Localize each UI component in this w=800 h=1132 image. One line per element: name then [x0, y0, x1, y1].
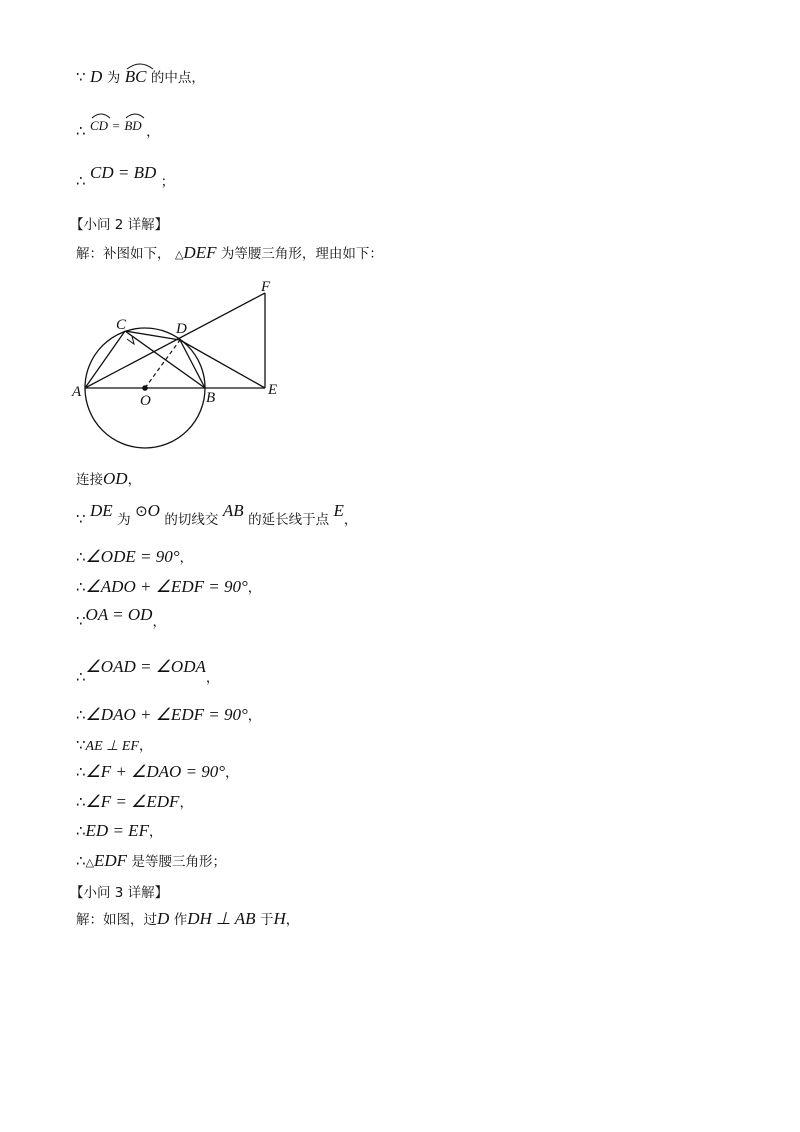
center-point-o	[142, 385, 148, 391]
math-expr: ∠OAD = ∠ODA	[85, 657, 206, 676]
semicolon: ；	[160, 174, 175, 190]
line-connect-od	[76, 468, 141, 489]
because-symbol: ∵	[76, 612, 86, 630]
geometry-figure	[70, 278, 300, 458]
text-solution-intro: 解：如图，过	[76, 912, 157, 928]
therefore-symbol: ∴	[76, 793, 86, 811]
math-expr: ∠F = ∠EDF	[85, 792, 180, 811]
line-ac	[85, 331, 125, 388]
arc-bd	[124, 118, 141, 134]
comma: ，	[138, 738, 153, 754]
math-expr: ∠ADO + ∠EDF = 90°	[85, 577, 248, 596]
text-yu: 于	[260, 912, 274, 928]
line-solution-part2	[76, 242, 383, 263]
therefore-symbol: ∴	[76, 548, 86, 566]
line-cd	[125, 331, 180, 340]
comma: ，	[127, 472, 142, 488]
line-angle-oad-oda	[76, 656, 220, 686]
line-because-d-midpoint	[76, 66, 205, 87]
math-bc: BC	[124, 67, 147, 86]
label-b: B	[206, 390, 216, 406]
math-expr: CD = BD	[90, 163, 157, 182]
because-symbol: ∵	[76, 510, 86, 528]
label-e: E	[268, 382, 278, 398]
therefore-symbol: ∴	[76, 122, 86, 140]
line-angle-ode	[76, 546, 193, 567]
label-o: O	[140, 393, 151, 409]
math-expr: ∠F + ∠DAO = 90°	[85, 762, 226, 781]
line-tangent	[76, 500, 358, 528]
comma: ，	[148, 824, 163, 840]
comma: ，	[146, 124, 160, 140]
label-f: F	[261, 279, 271, 295]
equals-sign: =	[112, 118, 120, 133]
comma: ，	[152, 614, 166, 630]
line-angle-f-edf	[76, 791, 193, 812]
text-extension: 的延长线于点	[248, 512, 330, 528]
math-cd: CD	[90, 118, 109, 133]
triangle-symbol: △	[174, 249, 184, 261]
line-ae-perp-ef	[76, 734, 152, 755]
line-cb	[125, 331, 205, 388]
math-d: D	[90, 67, 103, 86]
math-o: O	[147, 501, 160, 520]
math-bd: BD	[124, 118, 142, 133]
text-tangent-intersects: 的切线交	[164, 512, 219, 528]
section-header-part3: 【小问 3 详解】	[70, 885, 169, 901]
therefore-symbol: ∴	[76, 668, 86, 686]
arc-mark	[124, 111, 146, 119]
comma: ，	[179, 550, 193, 566]
math-expr: OA = OD	[85, 605, 153, 624]
therefore-symbol: ∴	[76, 706, 86, 724]
text-zuo: 作	[173, 912, 188, 928]
math-edf: EDF	[94, 851, 128, 870]
text-solution-intro: 解：补图如下，	[76, 246, 171, 262]
math-h: H	[273, 909, 286, 928]
because-symbol: ∵	[76, 68, 86, 86]
math-dh-perp-ab: DH ⊥ AB	[187, 909, 256, 928]
line-edf-isosceles	[76, 850, 226, 871]
math-expr: ED = EF	[85, 821, 149, 840]
line-ed-eq-ef	[76, 820, 162, 841]
math-expr: ∠DAO + ∠EDF = 90°	[85, 705, 248, 724]
math-ab: AB	[222, 501, 244, 520]
comma: ，	[343, 512, 358, 528]
comma: ，	[247, 580, 262, 596]
comma: ，	[179, 795, 193, 811]
line-angle-dao-edf	[76, 704, 261, 725]
line-cd-eq-bd	[76, 162, 175, 190]
arc-bc	[125, 67, 147, 87]
line-arc-cd-eq-arc-bd	[76, 114, 160, 140]
label-d: D	[176, 321, 187, 337]
line-angle-f-dao	[76, 761, 239, 782]
therefore-symbol: ∴	[76, 578, 86, 596]
comma: ，	[247, 708, 262, 724]
therefore-symbol: ∴	[76, 763, 86, 781]
math-e: E	[333, 501, 344, 520]
arc-cd	[90, 118, 108, 134]
because-symbol: ∵	[76, 736, 86, 754]
therefore-symbol: ∴	[76, 172, 86, 190]
text-isosceles: 是等腰三角形；	[131, 854, 227, 870]
text-midpoint: 的中点，	[150, 70, 205, 86]
line-af	[85, 293, 265, 388]
math-od: OD	[103, 469, 128, 488]
math-d: D	[157, 909, 170, 928]
line-solution-part3	[76, 908, 299, 929]
math-expr: ∠ODE = 90°	[85, 547, 180, 566]
arc-mark	[125, 60, 155, 70]
label-a: A	[72, 384, 82, 400]
comma: ，	[225, 765, 239, 781]
label-c: C	[116, 317, 127, 333]
comma: ，	[205, 670, 220, 686]
therefore-symbol: ∴	[76, 822, 86, 840]
circle-dot-symbol: ⊙	[135, 502, 148, 520]
math-expr: AE ⊥ EF	[85, 739, 139, 754]
comma: ，	[285, 912, 300, 928]
text-wei: 为	[117, 512, 131, 528]
math-de: DE	[90, 501, 113, 520]
therefore-symbol: ∴	[76, 852, 86, 870]
math-def: DEF	[183, 243, 217, 262]
line-angle-ado-edf	[76, 576, 261, 597]
text-wei: 为	[106, 70, 121, 86]
triangle-symbol: △	[85, 857, 95, 869]
text-isosceles: 为等腰三角形，理由如下：	[220, 246, 383, 262]
section-header-part2: 【小问 2 详解】	[70, 217, 169, 233]
arc-mark	[90, 111, 112, 119]
text-connect: 连接	[76, 472, 103, 488]
line-oa-eq-od	[76, 604, 166, 630]
